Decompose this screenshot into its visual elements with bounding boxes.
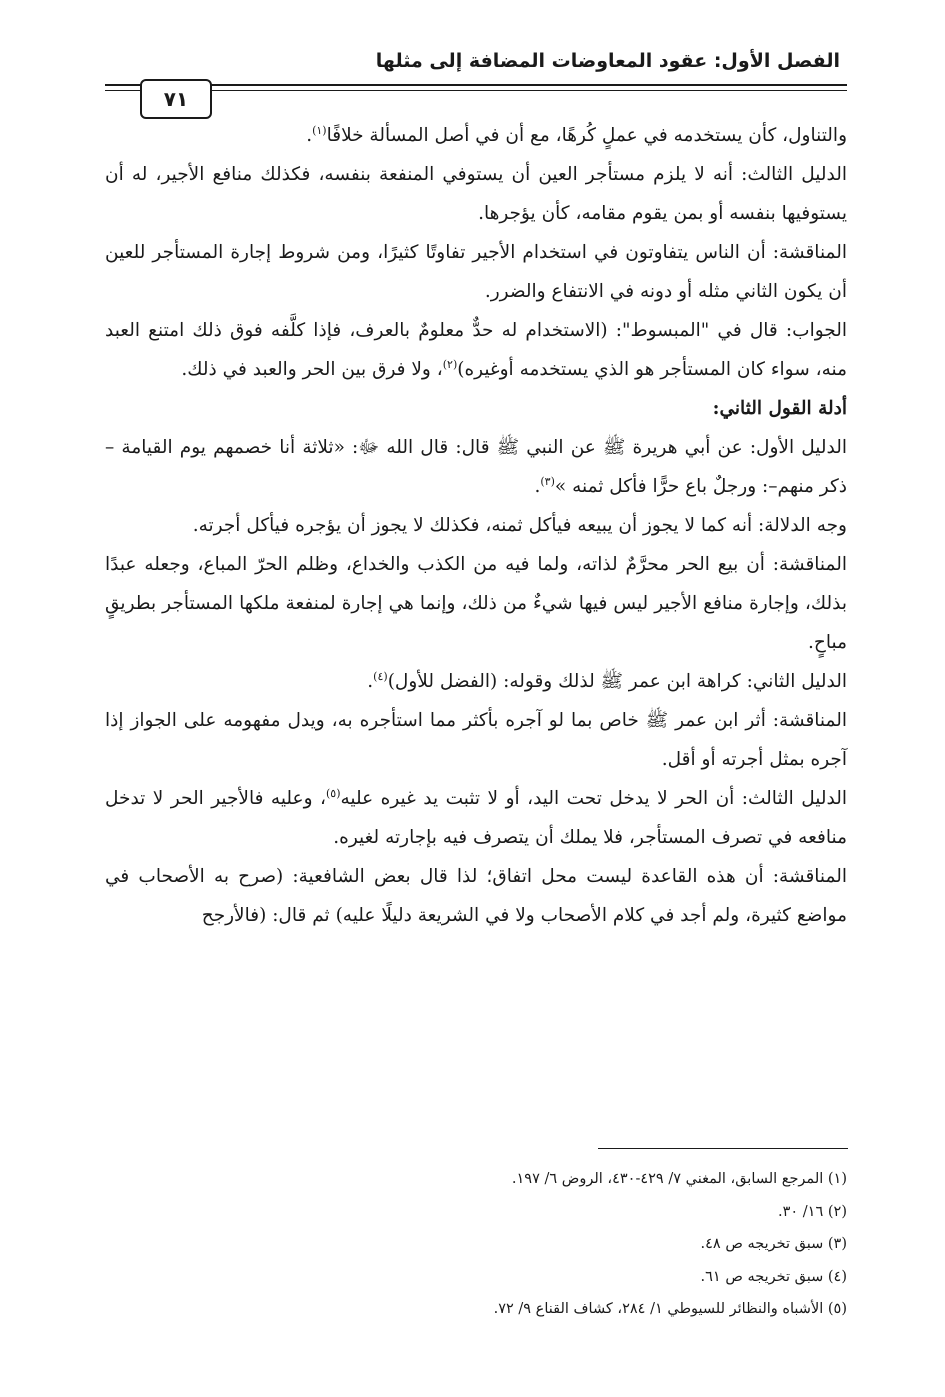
paragraph: المناقشة: أن بيع الحر محرَّمٌ لذاته، ولما فيه من الكذب والخداع، وظلم الحرّ المباع، وجعله عبدًا بذلك، وإجارة منافع الأجير ليس فيها شيءٌ من ذلك، وإنما هي إجارة لمنفعة ملكها المستأجر بطريقٍ مباحٍ. (105, 554, 847, 653)
footnote: (٣) سبق تخريجه ص ٤٨. (700, 1236, 847, 1252)
footnote: (١) المرجع السابق، المغني ٧/ ٤٢٩-٤٣٠، الروض ٦/ ١٩٧. (511, 1171, 847, 1187)
paragraph: الدليل الثالث: أن الحر لا يدخل تحت اليد، أو لا تثبت يد غيره عليه$^{(٥)}$، وعليه فالأجير الحر لا تدخل منافعه في تصرف المستأجر، فلا يملك أن يتصرف فيه بإجارته لغيره. (105, 786, 847, 848)
paragraph: الدليل الأول: عن أبي هريرة ﷺ عن النبي ﷺ قال: قال الله ﷻ: «ثلاثة أنا خصمهم يوم القيامة –ذكر منهم–: ورجلٌ باع حرًّا فأكل ثمنه »$^{(٣)}$. (105, 437, 847, 497)
paragraph: الجواب: قال في "المبسوط": (الاستخدام له حدٌّ معلومٌ بالعرف، فإذا كلَّفه فوق ذلك امتنع العبد منه، سواء كان المستأجر هو الذي يستخدمه أوغيره)$^{(٢)}$، ولا فرق بين الحر والعبد في ذلك. (105, 320, 847, 380)
paragraph: المناقشة: أن الناس يتفاوتون في استخدام الأجير تفاوتًا كثيرًا، ومن شروط إجارة المستأجر للعين أن يكون الثاني مثله أو دونه في الانتفاع والضرر. (105, 242, 847, 302)
body-text (105, 116, 847, 935)
header-rule (105, 84, 847, 86)
paragraph: وجه الدلالة: أنه كما لا يجوز أن يبيعه فيأكل ثمنه، فكذلك لا يجوز أن يؤجره فيأكل أجرته. (192, 515, 847, 536)
footnote-separator (598, 1148, 848, 1149)
page-number: ٧١ (140, 79, 212, 119)
header-rule-thin (105, 90, 847, 91)
section-heading: أدلة القول الثاني: (712, 398, 847, 419)
footnotes (105, 1163, 847, 1326)
paragraph: الدليل الثالث: أنه لا يلزم مستأجر العين أن يستوفي المنفعة بنفسه، فكذلك منافع الأجير، له أن يستوفيها بنفسه أو بمن يقوم مقامه، كأن يؤجرها. (105, 164, 847, 224)
paragraph: الدليل الثاني: كراهة ابن عمر ﷺ لذلك وقوله: (الفضل للأول)$^{(٤)}$. (367, 669, 847, 692)
paragraph: المناقشة: أثر ابن عمر ﷺ خاص بما لو آجره بأكثر مما استأجره به، ويدل مفهومه على الجواز إذا آجره بمثل أجرته أو أقل. (105, 710, 847, 770)
footnote: (٤) سبق تخريجه ص ٦١. (700, 1268, 847, 1285)
paragraph: والتناول، كأن يستخدمه في عملٍ كُرهًا، مع أن في أصل المسألة خلافًا$^{(١)}$. (306, 123, 847, 146)
paragraph: المناقشة: أن هذه القاعدة ليست محل اتفاق؛ لذا قال بعض الشافعية: (صرح به الأصحاب في مواضع كثيرة، ولم أجد في كلام الأصحاب ولا في الشريعة دليلًا عليه) ثم قال: (فالأرجح (105, 866, 847, 926)
footnote-ref: (٣) (540, 474, 555, 488)
footnote-ref: (٢) (442, 357, 458, 371)
footnote-ref: (٤) (373, 669, 388, 683)
footnote: (٢) ١٦/ ٣٠. (777, 1203, 847, 1220)
chapter-title: الفصل الأول: عقود المعاوضات المضافة إلى مثلها (375, 50, 840, 72)
footnote: (٥) الأشباه والنظائر للسيوطي ١/ ٢٨٤، كشاف القناع ٩/ ٧٢. (493, 1301, 847, 1317)
footnote-ref: (٥) (325, 786, 341, 800)
footnote-ref: (١) (312, 123, 327, 137)
